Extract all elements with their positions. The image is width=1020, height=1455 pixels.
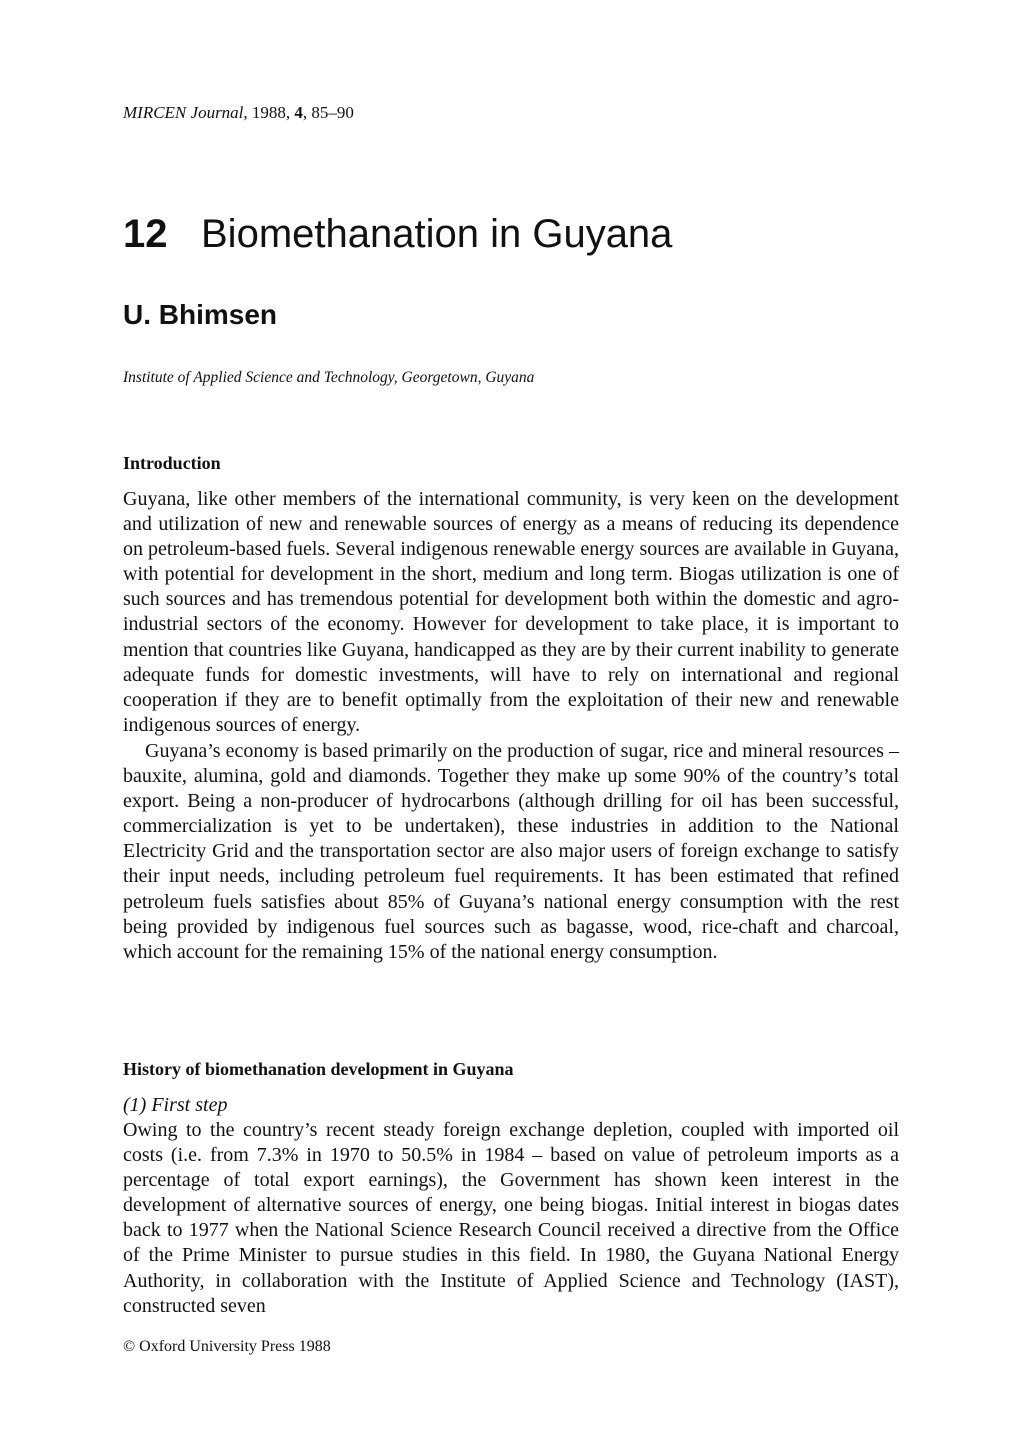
chapter-number: 12 [123, 212, 168, 256]
copyright-notice: © Oxford University Press 1988 [123, 1338, 331, 1355]
journal-year: , 1988, [243, 103, 295, 122]
subheading-first-step [123, 1093, 227, 1118]
author-affiliation: Institute of Applied Science and Technology, Georgetown, Guyana [123, 369, 535, 386]
introduction-paragraph-2: Guyana’s economy is based primarily on the production of sugar, rice and mineral resources – bauxite, alumina, gold and diamonds. Together they make up some 90% of the country’s total export. Being a non-producer of hydrocarbons (although drilling for oil has been successful, commercialization is yet to be undertaken), these industries in addition to the National Electricity Grid and the transportation sector are also major users of foreign exchange to satisfy their input needs, including petroleum fuel requirements. It has been estimated that refined petroleum fuels satisfies about 85% of Guyana’s national energy consumption with the rest being provided by indigenous fuel sources such as bagasse, wood, rice-chaft and charcoal, which account for the remaining 15% of the national energy consumption. [123, 740, 899, 963]
journal-pages: , 85–90 [302, 103, 354, 122]
introduction-paragraph-1: Guyana, like other members of the international community, is very keen on the development and utilization of new and renewable sources of energy as a means of reducing its dependence on petroleum-based fuels. Several indigenous renewable energy sources are available in Guyana, with potential for development in the short, medium and long term. Biogas utilization is one of such sources and has tremendous potential for development both within the domestic and agro-industrial sectors of the economy. However for development to take place, it is important to mention that countries like Guyana, handicapped as they are by their current inability to generate adequate funds for domestic investments, will have to rely on international and regional cooperation if they are to benefit optimally from the exploitation of their new and renewable indigenous sources of energy. [123, 488, 899, 736]
chapter-title-text: Biomethanation in Guyana [201, 212, 673, 256]
author-name: U. Bhimsen [123, 299, 278, 330]
step-number: (1) [123, 1094, 147, 1116]
section-heading-introduction: Introduction [123, 453, 221, 473]
history-paragraph-1: Owing to the country’s recent steady foreign exchange depletion, coupled with imported oil costs (i.e. from 7.3% in 1970 to 50.5% in 1984 – based on value of petroleum imports as a percentage of total export earnings), the Government has shown keen interest in the development of alternative sources of energy, one being biogas. Initial interest in biogas dates back to 1977 when the National Science Research Council received a directive from the Office of the Prime Minister to pursue studies in this field. In 1980, the Guyana National Energy Authority, in collaboration with the Institute of Applied Science and Technology (IAST), constructed seven [123, 1119, 899, 1317]
journal-citation [123, 102, 354, 124]
journal-name: MIRCEN Journal [123, 103, 244, 122]
chapter-title [123, 210, 672, 258]
section-heading-history: History of biomethanation development in Guyana [123, 1059, 514, 1079]
step-title: First step [146, 1094, 228, 1116]
journal-volume: 4 [294, 103, 303, 122]
